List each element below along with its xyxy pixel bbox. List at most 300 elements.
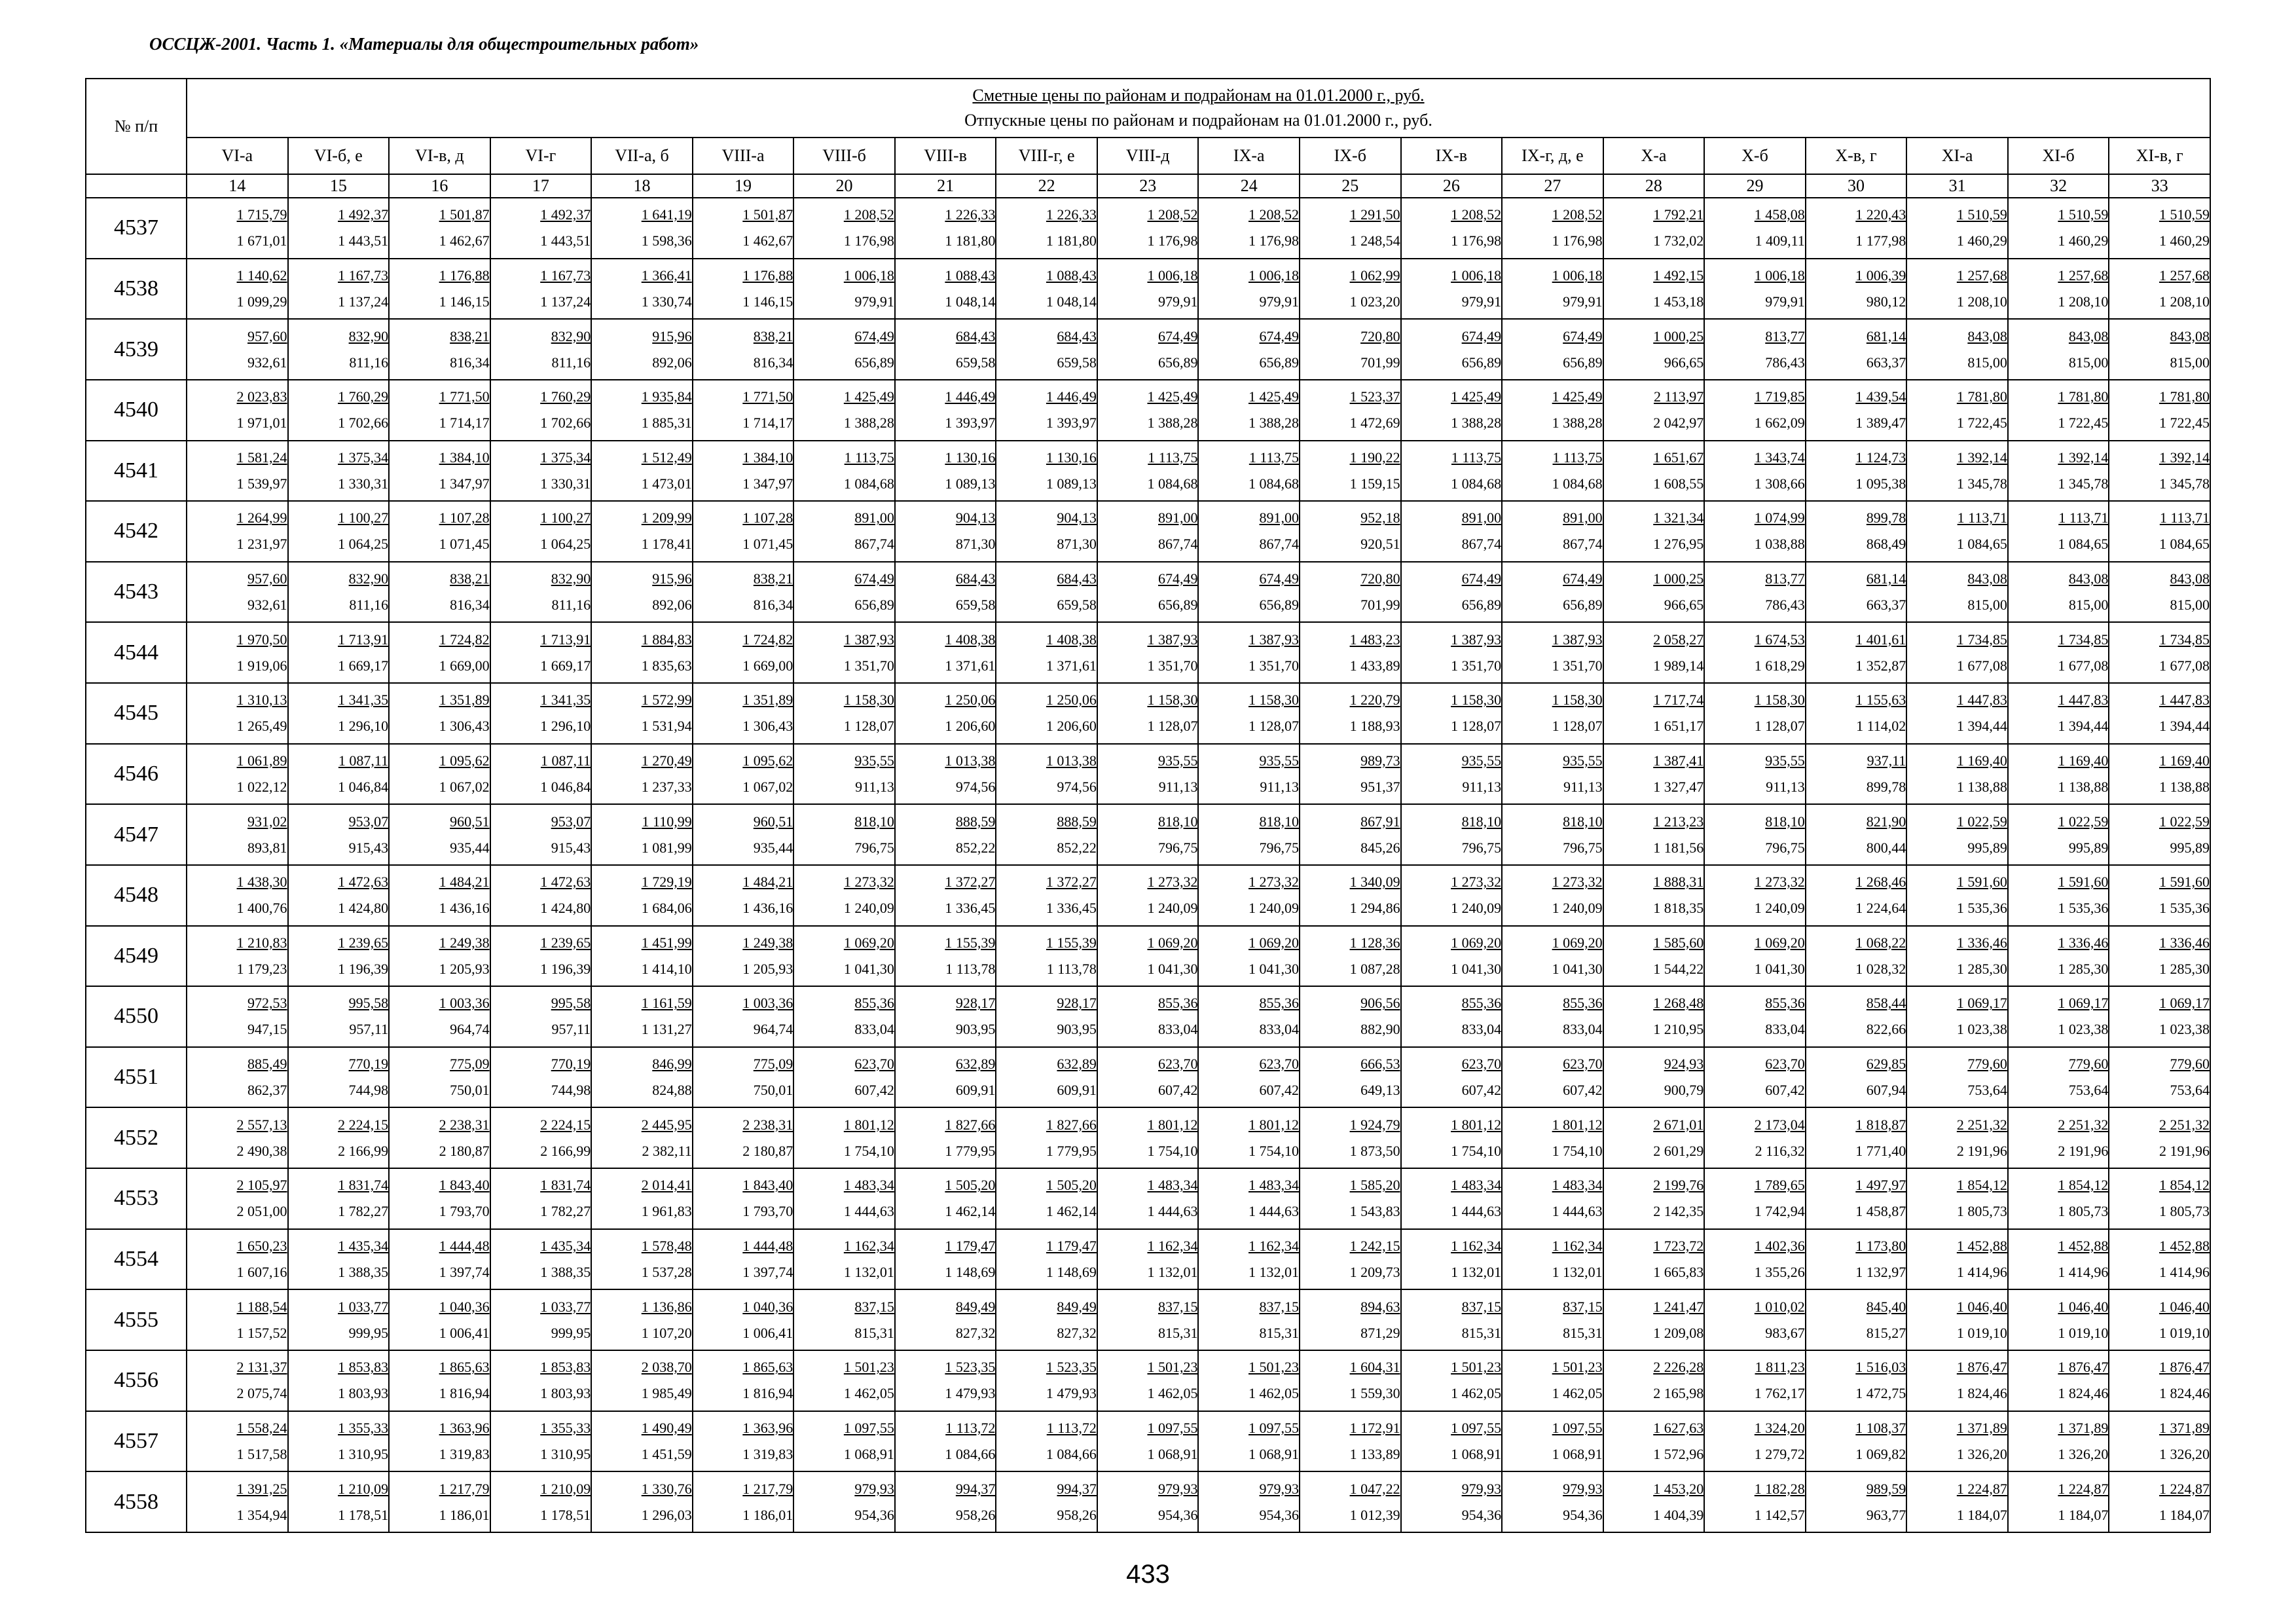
release-price: 1 543,83 [1349, 1203, 1400, 1220]
estimated-price: 684,43 [1057, 327, 1097, 344]
estimated-price: 1 010,02 [1754, 1298, 1805, 1315]
release-price: 1 684,06 [641, 900, 692, 917]
price-cell [288, 683, 390, 744]
release-price: 1 132,97 [1855, 1263, 1906, 1280]
price-cell [1704, 622, 1806, 683]
release-price: 1 046,84 [540, 778, 591, 795]
price-cell [1603, 501, 1705, 562]
estimated-price: 888,59 [955, 813, 996, 830]
estimated-price: 1 801,12 [843, 1116, 894, 1133]
price-cell [591, 865, 693, 926]
price-title-header [187, 79, 2210, 138]
price-cell [996, 926, 1097, 987]
price-cell [288, 1168, 390, 1229]
release-price: 609,91 [1057, 1082, 1097, 1099]
estimated-price: 1 591,60 [1956, 874, 2007, 891]
release-price: 1 388,28 [1248, 415, 1300, 432]
release-price: 964,74 [450, 1021, 490, 1038]
release-price: 1 347,97 [742, 475, 793, 492]
price-cell [1097, 1471, 1199, 1532]
price-cell [1906, 441, 2008, 502]
release-price: 1 985,49 [641, 1385, 692, 1402]
price-cell [490, 1289, 592, 1350]
release-price: 796,75 [1563, 839, 1603, 856]
price-cell [288, 1350, 390, 1411]
estimated-price: 891,00 [1461, 509, 1502, 526]
price-cell [187, 259, 288, 320]
column-number: 28 [1603, 174, 1705, 198]
estimated-price: 838,21 [450, 570, 490, 587]
price-cell [187, 865, 288, 926]
estimated-price: 1 268,48 [1653, 995, 1704, 1012]
estimated-price: 674,49 [854, 327, 894, 344]
price-cell [1906, 1350, 2008, 1411]
estimated-price: 2 131,37 [236, 1359, 287, 1376]
release-price: 1 209,08 [1653, 1324, 1704, 1341]
release-price: 1 181,56 [1653, 839, 1704, 856]
release-price: 1 805,73 [2058, 1203, 2109, 1220]
release-price: 1 394,44 [2058, 718, 2109, 735]
release-price: 1 388,35 [540, 1263, 591, 1280]
estimated-price: 1 155,63 [1855, 692, 1906, 709]
price-cell [2109, 744, 2210, 805]
release-price: 1 306,43 [439, 718, 490, 735]
estimated-price: 1 224,87 [1956, 1480, 2007, 1497]
estimated-price: 1 760,29 [338, 388, 389, 405]
estimated-price: 818,10 [1765, 813, 1805, 830]
estimated-price: 1 062,99 [1349, 267, 1400, 284]
estimated-price: 1 224,87 [2159, 1480, 2210, 1497]
release-price: 1 148,69 [1046, 1263, 1097, 1280]
estimated-price: 1 273,32 [843, 874, 894, 891]
estimated-price: 1 061,89 [236, 752, 287, 769]
estimated-price: 1 425,49 [1147, 388, 1198, 405]
estimated-price: 818,10 [1461, 813, 1502, 830]
estimated-price: 928,17 [955, 995, 996, 1012]
price-cell [591, 744, 693, 805]
district-header: VIII-б [793, 138, 895, 174]
price-cell [1806, 865, 1907, 926]
estimated-price: 1 069,20 [1248, 934, 1300, 951]
estimated-price: 1 257,68 [1956, 267, 2007, 284]
estimated-price: 843,08 [2170, 570, 2210, 587]
release-price: 656,89 [1157, 597, 1198, 614]
release-price: 954,36 [1259, 1506, 1300, 1523]
release-price: 2 142,35 [1653, 1203, 1704, 1220]
estimated-price: 1 387,93 [843, 631, 894, 648]
estimated-price: 1 781,80 [2159, 388, 2210, 405]
price-cell [1603, 562, 1705, 623]
price-cell [2109, 501, 2210, 562]
estimated-price: 855,36 [1157, 995, 1198, 1012]
estimated-price: 775,09 [753, 1056, 793, 1073]
price-cell [187, 1350, 288, 1411]
price-cell [693, 622, 794, 683]
estimated-price: 957,60 [247, 570, 287, 587]
estimated-price: 858,44 [1866, 995, 1906, 1012]
price-cell [1906, 1471, 2008, 1532]
release-price: 1 462,05 [1248, 1385, 1300, 1402]
release-price: 663,37 [1866, 354, 1906, 371]
price-cell [1198, 1107, 1300, 1168]
price-cell [1401, 501, 1503, 562]
price-cell [1198, 380, 1300, 441]
estimated-price: 632,89 [955, 1056, 996, 1073]
price-cell [2109, 1289, 2210, 1350]
estimated-price: 1 801,12 [1451, 1116, 1502, 1133]
release-price: 1 279,72 [1754, 1445, 1805, 1462]
price-cell [389, 501, 490, 562]
column-number: 16 [389, 174, 490, 198]
price-cell [2008, 562, 2109, 623]
estimated-price: 855,36 [854, 995, 894, 1012]
column-number: 17 [490, 174, 592, 198]
release-price: 1 157,52 [236, 1324, 287, 1341]
estimated-price: 684,43 [955, 570, 996, 587]
estimated-price: 1 088,43 [945, 267, 996, 284]
estimated-price: 888,59 [1057, 813, 1097, 830]
release-price: 796,75 [854, 839, 894, 856]
price-cell [793, 986, 895, 1047]
release-price: 1 327,47 [1653, 778, 1704, 795]
price-cell [1401, 441, 1503, 502]
release-price: 1 722,45 [1956, 415, 2007, 432]
price-cell [1198, 198, 1300, 259]
release-price: 656,89 [1461, 597, 1502, 614]
release-price: 1 436,16 [439, 900, 490, 917]
column-number: 22 [996, 174, 1097, 198]
release-price: 1 607,16 [236, 1263, 287, 1280]
estimated-price: 1 970,50 [236, 631, 287, 648]
release-price: 979,91 [854, 293, 894, 310]
price-cell [1502, 562, 1603, 623]
estimated-price: 1 391,25 [236, 1480, 287, 1497]
estimated-price: 2 226,28 [1653, 1359, 1704, 1376]
price-cell [996, 562, 1097, 623]
release-price: 892,06 [652, 597, 692, 614]
estimated-price: 1 210,83 [236, 934, 287, 951]
price-cell [1906, 804, 2008, 865]
release-price: 824,88 [652, 1082, 692, 1099]
release-price: 1 188,93 [1349, 718, 1400, 735]
release-price: 1 041,30 [843, 960, 894, 977]
estimated-price: 1 108,37 [1855, 1419, 1906, 1436]
release-price: 811,16 [349, 597, 389, 614]
price-cell [693, 319, 794, 380]
estimated-price: 846,99 [652, 1056, 692, 1073]
price-cell [187, 683, 288, 744]
estimated-price: 818,10 [854, 813, 894, 830]
district-header: VIII-в [895, 138, 996, 174]
price-cell [288, 865, 390, 926]
release-price: 1 142,57 [1754, 1506, 1805, 1523]
release-price: 1 137,24 [540, 293, 591, 310]
release-price: 1 742,94 [1754, 1203, 1805, 1220]
release-price: 1 754,10 [1451, 1142, 1502, 1159]
price-cell [1198, 1411, 1300, 1472]
estimated-price: 818,10 [1157, 813, 1198, 830]
release-price: 1 276,95 [1653, 536, 1704, 553]
release-price: 1 240,09 [1552, 900, 1603, 917]
row-number: 4538 [86, 259, 187, 320]
release-price: 911,13 [1563, 778, 1603, 795]
estimated-price: 1 158,30 [1552, 692, 1603, 709]
estimated-price: 674,49 [1563, 570, 1603, 587]
price-cell [1097, 1350, 1199, 1411]
estimated-price: 1 372,27 [945, 874, 996, 891]
release-price: 957,11 [551, 1021, 591, 1038]
estimated-price: 2 238,31 [439, 1116, 490, 1133]
estimated-price: 1 046,40 [2159, 1298, 2210, 1315]
price-cell [490, 804, 592, 865]
estimated-price: 891,00 [1259, 509, 1300, 526]
release-price: 1 351,70 [1147, 657, 1198, 674]
estimated-price: 1 310,13 [236, 692, 287, 709]
estimated-price: 623,70 [854, 1056, 894, 1073]
estimated-price: 915,96 [652, 327, 692, 344]
table-row [86, 1350, 2210, 1411]
release-price: 822,66 [1866, 1021, 1906, 1038]
release-price: 1 132,01 [843, 1263, 894, 1280]
estimated-price: 1 220,79 [1349, 692, 1400, 709]
estimated-price: 1 273,32 [1451, 874, 1502, 891]
price-cell [2109, 986, 2210, 1047]
price-cell [895, 319, 996, 380]
estimated-price: 1 387,93 [1147, 631, 1198, 648]
price-cell [895, 986, 996, 1047]
estimated-price: 1 209,99 [641, 509, 692, 526]
estimated-price: 1 336,46 [1956, 934, 2007, 951]
estimated-price: 1 724,82 [742, 631, 793, 648]
release-price: 1 762,17 [1754, 1385, 1805, 1402]
price-cell [288, 1289, 390, 1350]
release-price: 827,32 [1057, 1324, 1097, 1341]
estimated-price: 681,14 [1866, 570, 1906, 587]
release-price: 1 224,64 [1855, 900, 1906, 917]
estimated-price: 935,55 [1461, 752, 1502, 769]
release-price: 1 355,26 [1754, 1263, 1805, 1280]
release-price: 1 084,68 [1147, 475, 1198, 492]
release-price: 1 443,51 [338, 232, 389, 249]
release-price: 1 462,14 [945, 1203, 996, 1220]
estimated-price: 1 501,23 [843, 1359, 894, 1376]
row-number: 4553 [86, 1168, 187, 1229]
row-number: 4557 [86, 1411, 187, 1472]
release-price: 796,75 [1259, 839, 1300, 856]
price-cell [1198, 622, 1300, 683]
release-price: 1 196,39 [338, 960, 389, 977]
price-cell [1300, 319, 1401, 380]
price-cell [490, 562, 592, 623]
release-price: 1 669,00 [439, 657, 490, 674]
estimated-price: 1 572,99 [641, 692, 692, 709]
price-cell [1198, 319, 1300, 380]
estimated-price: 1 208,52 [1248, 206, 1300, 223]
estimated-price: 1 224,87 [2058, 1480, 2109, 1497]
release-price: 1 824,46 [1956, 1385, 2007, 1402]
release-price: 1 319,83 [439, 1445, 490, 1462]
price-cell [996, 319, 1097, 380]
price-cell [288, 198, 390, 259]
table-row [86, 986, 2210, 1047]
price-cell [1906, 1047, 2008, 1108]
release-price: 1 651,17 [1653, 718, 1704, 735]
release-price: 2 191,96 [2058, 1142, 2109, 1159]
release-price: 1 535,36 [2159, 900, 2210, 917]
estimated-price: 935,55 [1259, 752, 1300, 769]
estimated-price: 1 425,49 [1552, 388, 1603, 405]
estimated-price: 1 789,65 [1754, 1177, 1805, 1194]
release-price: 966,65 [1664, 597, 1704, 614]
price-cell [187, 622, 288, 683]
estimated-price: 1 000,25 [1653, 570, 1704, 587]
price-cell [389, 804, 490, 865]
row-number: 4551 [86, 1047, 187, 1108]
release-price: 954,36 [854, 1506, 894, 1523]
release-price: 815,31 [854, 1324, 894, 1341]
release-price: 833,04 [854, 1021, 894, 1038]
district-header: XI-б [2008, 138, 2109, 174]
release-price: 1 176,98 [1552, 232, 1603, 249]
estimated-price: 1 510,59 [2058, 206, 2109, 223]
estimated-price: 1 935,84 [641, 388, 692, 405]
price-cell [1198, 1047, 1300, 1108]
column-number: 14 [187, 174, 288, 198]
release-price: 815,00 [2170, 354, 2210, 371]
release-price: 1 231,97 [236, 536, 287, 553]
release-price: 656,89 [1157, 354, 1198, 371]
price-cell [996, 865, 1097, 926]
price-cell [1502, 1289, 1603, 1350]
price-cell [591, 1168, 693, 1229]
estimated-price: 674,49 [1563, 327, 1603, 344]
column-number: 32 [2008, 174, 2109, 198]
price-cell [1806, 1411, 1907, 1472]
price-cell [490, 1229, 592, 1290]
release-price: 845,26 [1360, 839, 1400, 856]
price-cell [1603, 1168, 1705, 1229]
row-number: 4545 [86, 683, 187, 744]
release-price: 999,95 [551, 1324, 591, 1341]
release-price: 979,91 [1765, 293, 1805, 310]
price-cell [389, 1289, 490, 1350]
estimated-price: 837,15 [1563, 1298, 1603, 1315]
release-price: 935,44 [450, 839, 490, 856]
estimated-price: 1 341,35 [540, 692, 591, 709]
price-cell [1906, 622, 2008, 683]
price-cell [895, 441, 996, 502]
estimated-price: 867,91 [1360, 813, 1400, 830]
estimated-price: 1 505,20 [945, 1177, 996, 1194]
release-price: 1 460,29 [2058, 232, 2109, 249]
estimated-price: 1 113,72 [945, 1419, 996, 1436]
release-price: 816,34 [450, 354, 490, 371]
release-price: 1 132,01 [1451, 1263, 1502, 1280]
price-cell [1198, 926, 1300, 987]
estimated-price: 779,60 [1967, 1056, 2007, 1073]
estimated-price: 1 483,34 [843, 1177, 894, 1194]
release-price: 1 816,94 [742, 1385, 793, 1402]
estimated-price: 2 058,27 [1653, 631, 1704, 648]
price-cell [490, 683, 592, 744]
estimated-price: 1 818,87 [1855, 1116, 1906, 1133]
table-row [86, 804, 2210, 865]
column-number: 26 [1401, 174, 1503, 198]
row-number: 4555 [86, 1289, 187, 1350]
release-price: 1 389,47 [1855, 415, 1906, 432]
estimated-price: 1 158,30 [1451, 692, 1502, 709]
release-price: 1 064,25 [540, 536, 591, 553]
release-price: 1 388,28 [1147, 415, 1198, 432]
estimated-price: 1 128,36 [1349, 934, 1400, 951]
release-price: 871,29 [1360, 1324, 1400, 1341]
price-cell [1300, 1168, 1401, 1229]
price-cell [490, 744, 592, 805]
release-price: 815,31 [1157, 1324, 1198, 1341]
price-cell [1401, 986, 1503, 1047]
price-cell [693, 259, 794, 320]
estimated-price: 1 182,28 [1754, 1480, 1805, 1497]
release-price: 1 669,00 [742, 657, 793, 674]
price-cell [1704, 1289, 1806, 1350]
price-cell [1603, 380, 1705, 441]
price-cell [1603, 1471, 1705, 1532]
release-price: 1 677,08 [2159, 657, 2210, 674]
price-cell [1097, 380, 1199, 441]
release-price: 1 414,96 [1956, 1263, 2007, 1280]
price-cell [1097, 1289, 1199, 1350]
price-cell [2008, 501, 2109, 562]
estimated-price: 855,36 [1259, 995, 1300, 1012]
table-row [86, 441, 2210, 502]
release-price: 852,22 [955, 839, 996, 856]
estimated-price: 928,17 [1057, 995, 1097, 1012]
release-price: 1 132,01 [1248, 1263, 1300, 1280]
price-cell [895, 1229, 996, 1290]
release-price: 911,13 [1158, 778, 1198, 795]
page-number: 433 [1126, 1560, 1170, 1589]
estimated-price: 1 176,88 [742, 267, 793, 284]
price-cell [2109, 562, 2210, 623]
estimated-price: 885,49 [247, 1056, 287, 1073]
price-cell [1906, 1289, 2008, 1350]
price-cell [1198, 865, 1300, 926]
release-price: 935,44 [753, 839, 793, 856]
price-cell [1806, 622, 1907, 683]
release-price: 1 722,45 [2058, 415, 2109, 432]
release-price: 1 824,46 [2058, 1385, 2109, 1402]
release-price: 1 824,46 [2159, 1385, 2210, 1402]
release-price: 1 919,06 [236, 657, 287, 674]
estimated-price: 1 492,37 [540, 206, 591, 223]
estimated-price: 1 242,15 [1349, 1237, 1400, 1254]
estimated-price: 1 158,30 [1754, 692, 1805, 709]
release-price: 1 159,15 [1349, 475, 1400, 492]
release-price: 1 517,58 [236, 1445, 287, 1462]
column-number: 21 [895, 174, 996, 198]
price-cell [1097, 804, 1199, 865]
release-price: 811,16 [349, 354, 389, 371]
price-cell [1401, 1168, 1503, 1229]
price-cell [1401, 804, 1503, 865]
estimated-price: 2 557,13 [236, 1116, 287, 1133]
price-cell [693, 1168, 794, 1229]
release-price: 1 472,69 [1349, 415, 1400, 432]
estimated-price: 1 136,86 [641, 1298, 692, 1315]
release-price: 833,04 [1157, 1021, 1198, 1038]
release-price: 1 444,63 [843, 1203, 894, 1220]
price-cell [793, 1289, 895, 1350]
